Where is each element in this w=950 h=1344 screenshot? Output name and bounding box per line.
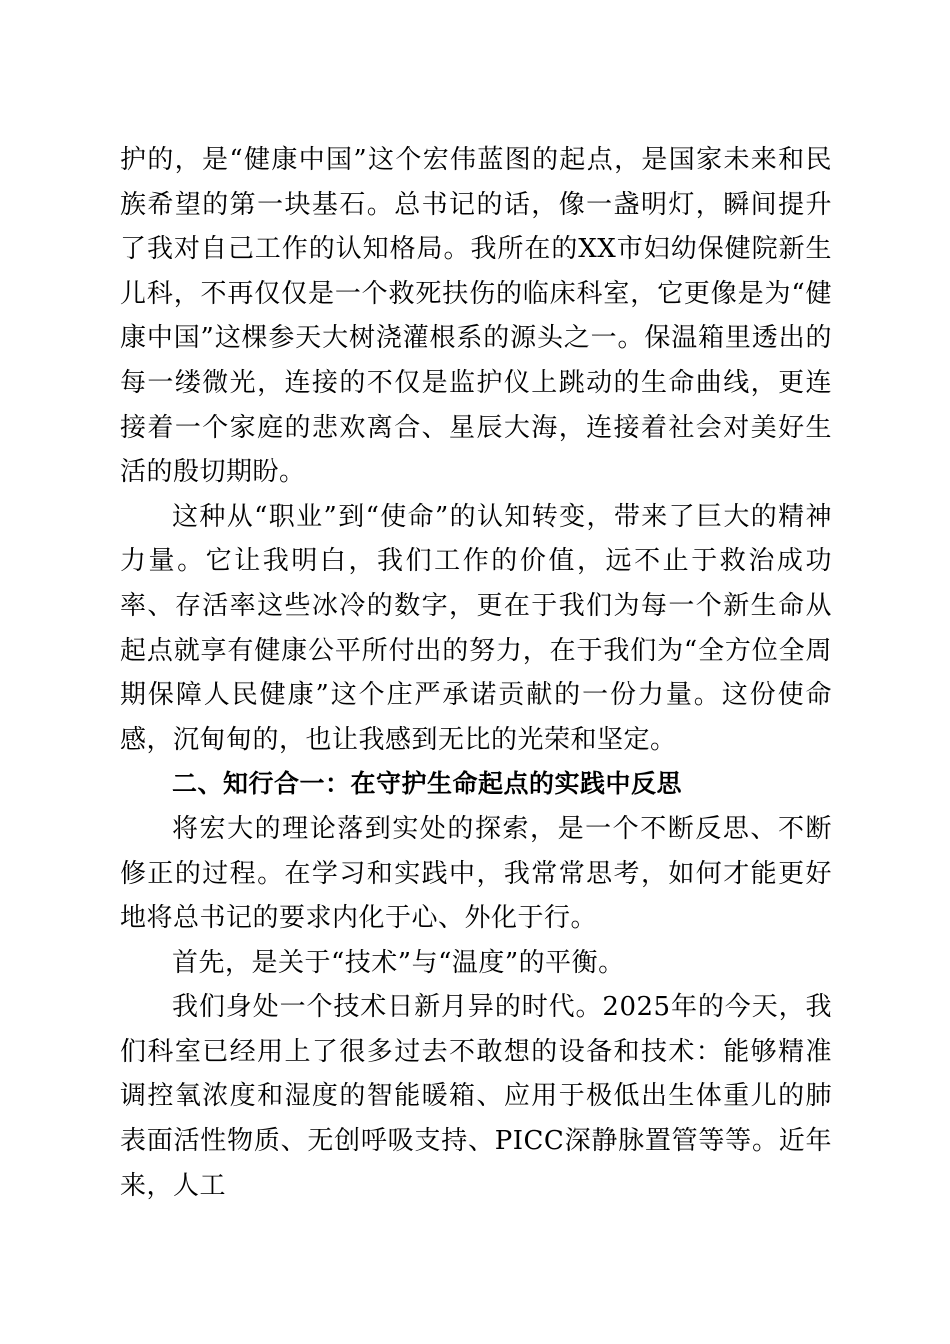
paragraph-technology: 我们身处一个技术日新月异的时代。2025年的今天，我们科室已经用上了很多过去不敢想的设备和技术：能够精准调控氧浓度和湿度的智能暖箱、应用于极低出生体重儿的肺表面活性物质、无创呼吸支持、PICC深静脉置管等等。近年来，人工 (120, 992, 832, 1201)
paragraph-reflection: 将宏大的理论落到实处的探索，是一个不断反思、不断修正的过程。在学习和实践中，我常常思考，如何才能更好地将总书记的要求内化于心、外化于行。 (120, 813, 832, 934)
paragraph-continuation: 护的，是“健康中国”这个宏伟蓝图的起点，是国家未来和民族希望的第一块基石。总书记的话，像一盏明灯，瞬间提升了我对自己工作的认知格局。我所在的XX市妇幼保健院新生儿科，不再仅仅是一个救死扶伤的临床科室，它更像是为“健康中国”这棵参天大树浇灌根系的源头之一。保温箱里透出的每一缕微光，连接的不仅是监护仪上跳动的生命曲线，更连接着一个家庭的悲欢离合、星辰大海，连接着社会对美好生活的殷切期盼。 (120, 145, 832, 488)
section-heading: 二、知行合一：在守护生命起点的实践中反思 (172, 769, 683, 799)
paragraph-mission-shift: 这种从“职业”到“使命”的认知转变，带来了巨大的精神力量。它让我明白，我们工作的价值，远不止于救治成功率、存活率这些冰冷的数字，更在于我们为每一个新生命从起点就享有健康公平所付出的努力，在于我们为“全方位全周期保障人民健康”这个庄严承诺贡献的一份力量。这份使命感，沉甸甸的，也让我感到无比的光荣和坚定。 (120, 501, 832, 755)
paragraph-first-point: 首先，是关于“技术”与“温度”的平衡。 (172, 947, 625, 978)
document-body (120, 138, 832, 1208)
